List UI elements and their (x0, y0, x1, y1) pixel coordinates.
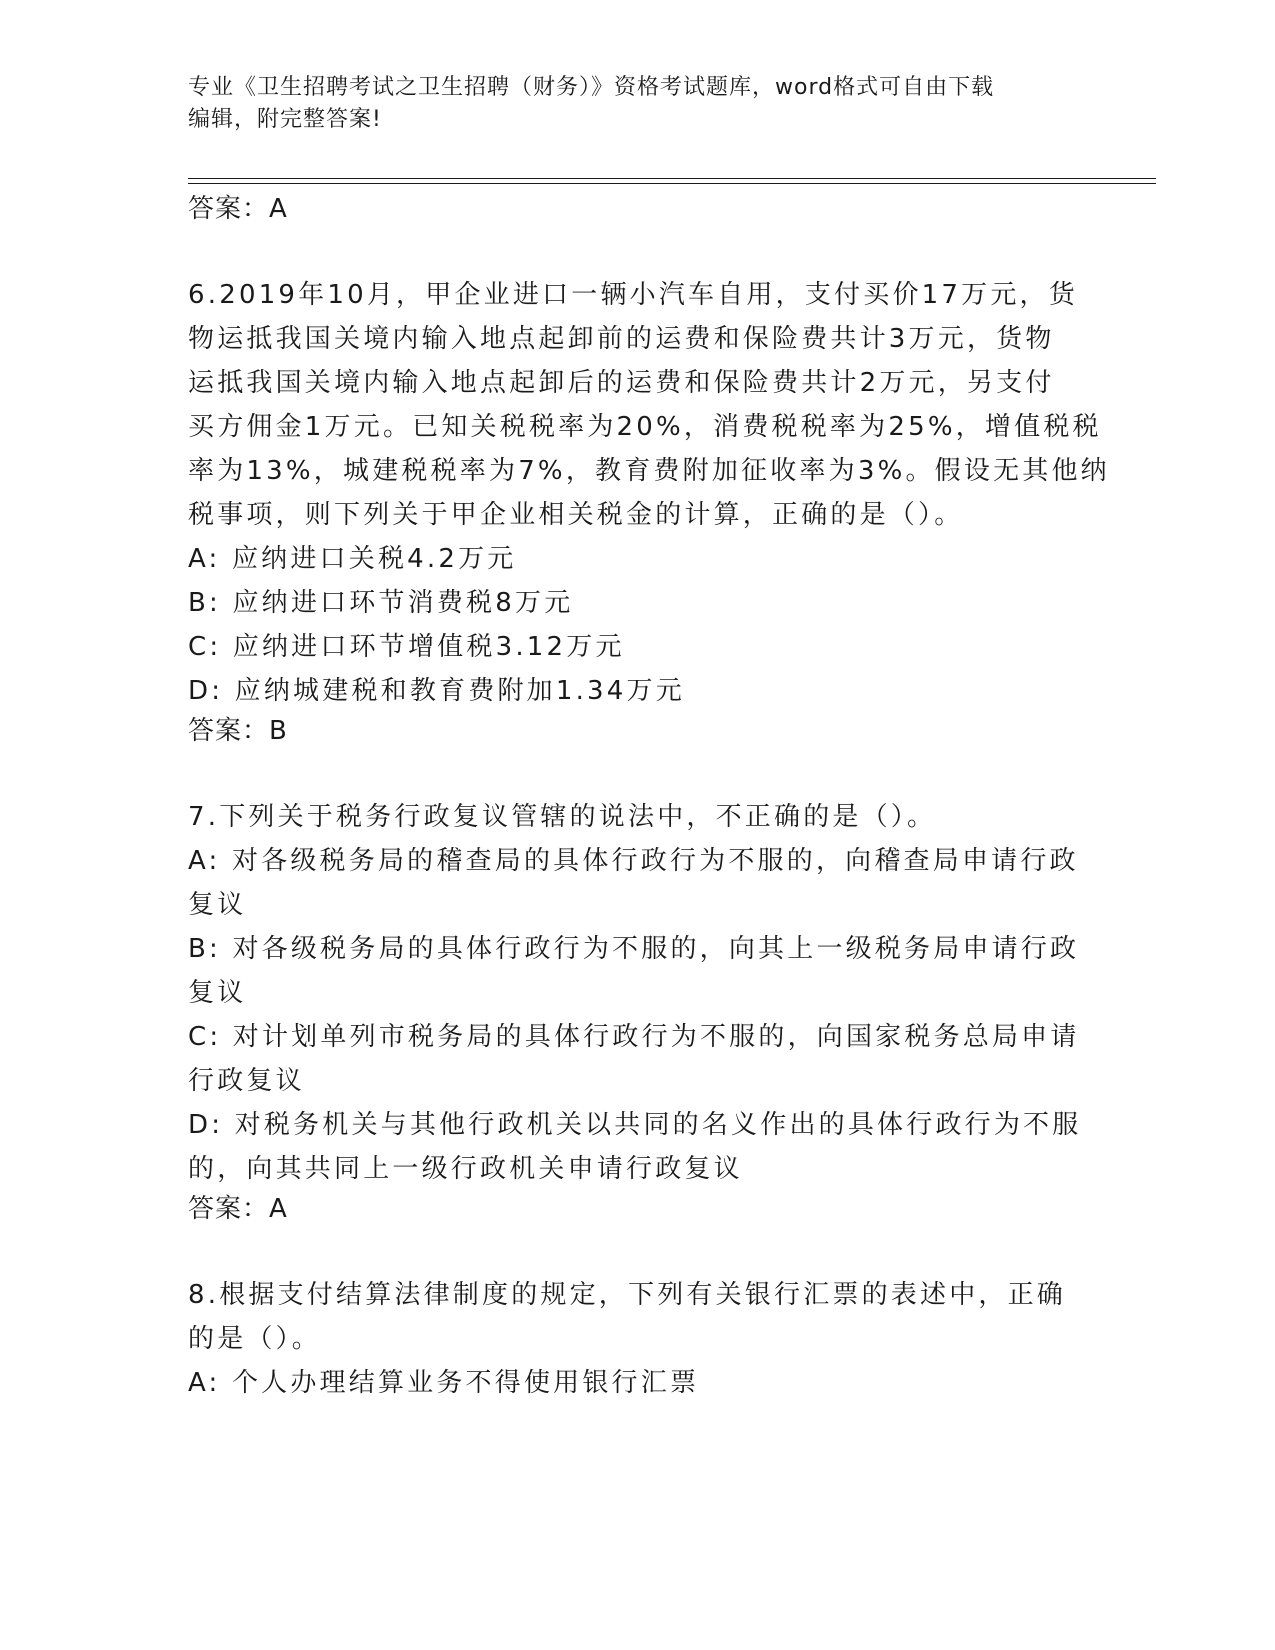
question-stem-line: 7.下列关于税务行政复议管辖的说法中，不正确的是（）。 (188, 802, 937, 832)
option-d: D: 应纳城建税和教育费附加1.34万元 (188, 676, 685, 706)
header-line-2: 编辑，附完整答案! (188, 107, 382, 132)
question-stem-line: 率为13%，城建税税率为7%，教育费附加征收率为3%。假设无其他纳 (188, 456, 1110, 486)
option-c: C: 对计划单列市税务局的具体行政行为不服的，向国家税务总局申请 (188, 1022, 1080, 1052)
option-d-continued: 的，向其共同上一级行政机关申请行政复议 (188, 1154, 743, 1184)
header-divider-top (188, 178, 1156, 179)
question-stem-line: 物运抵我国关境内输入地点起卸前的运费和保险费共计3万元，货物 (188, 324, 1055, 354)
option-c: C: 应纳进口环节增值税3.12万元 (188, 632, 625, 662)
answer-label: 答案：A (188, 194, 288, 224)
header-divider-bottom (188, 183, 1156, 184)
option-b-continued: 复议 (188, 978, 247, 1008)
option-b: B: 对各级税务局的具体行政行为不服的，向其上一级税务局申请行政 (188, 934, 1080, 964)
question-stem-line: 运抵我国关境内输入地点起卸后的运费和保险费共计2万元，另支付 (188, 368, 1055, 398)
page-header (188, 72, 1088, 136)
question-stem-line: 6.2019年10月，甲企业进口一辆小汽车自用，支付买价17万元，货 (188, 280, 1078, 310)
question-stem-line: 买方佣金1万元。已知关税税率为20%，消费税税率为25%，增值税税 (188, 412, 1102, 442)
answer-label: 答案：A (188, 1194, 288, 1224)
question-stem-line: 税事项，则下列关于甲企业相关税金的计算，正确的是（）。 (188, 500, 964, 530)
header-line-1: 专业《卫生招聘考试之卫生招聘（财务）》资格考试题库，word格式可自由下载 (188, 75, 995, 100)
question-stem-line: 的是（）。 (188, 1324, 322, 1354)
option-d: D: 对税务机关与其他行政机关以共同的名义作出的具体行政行为不服 (188, 1110, 1082, 1140)
option-a: A: 个人办理结算业务不得使用银行汇票 (188, 1368, 700, 1398)
option-c-continued: 行政复议 (188, 1066, 305, 1096)
option-a: A: 对各级税务局的稽查局的具体行政行为不服的，向稽查局申请行政 (188, 846, 1079, 876)
question-stem-line: 8.根据支付结算法律制度的规定，下列有关银行汇票的表述中，正确 (188, 1280, 1067, 1310)
option-a: A: 应纳进口关税4.2万元 (188, 544, 517, 574)
option-b: B: 应纳进口环节消费税8万元 (188, 588, 574, 618)
option-a-continued: 复议 (188, 890, 247, 920)
answer-label: 答案：B (188, 716, 288, 746)
